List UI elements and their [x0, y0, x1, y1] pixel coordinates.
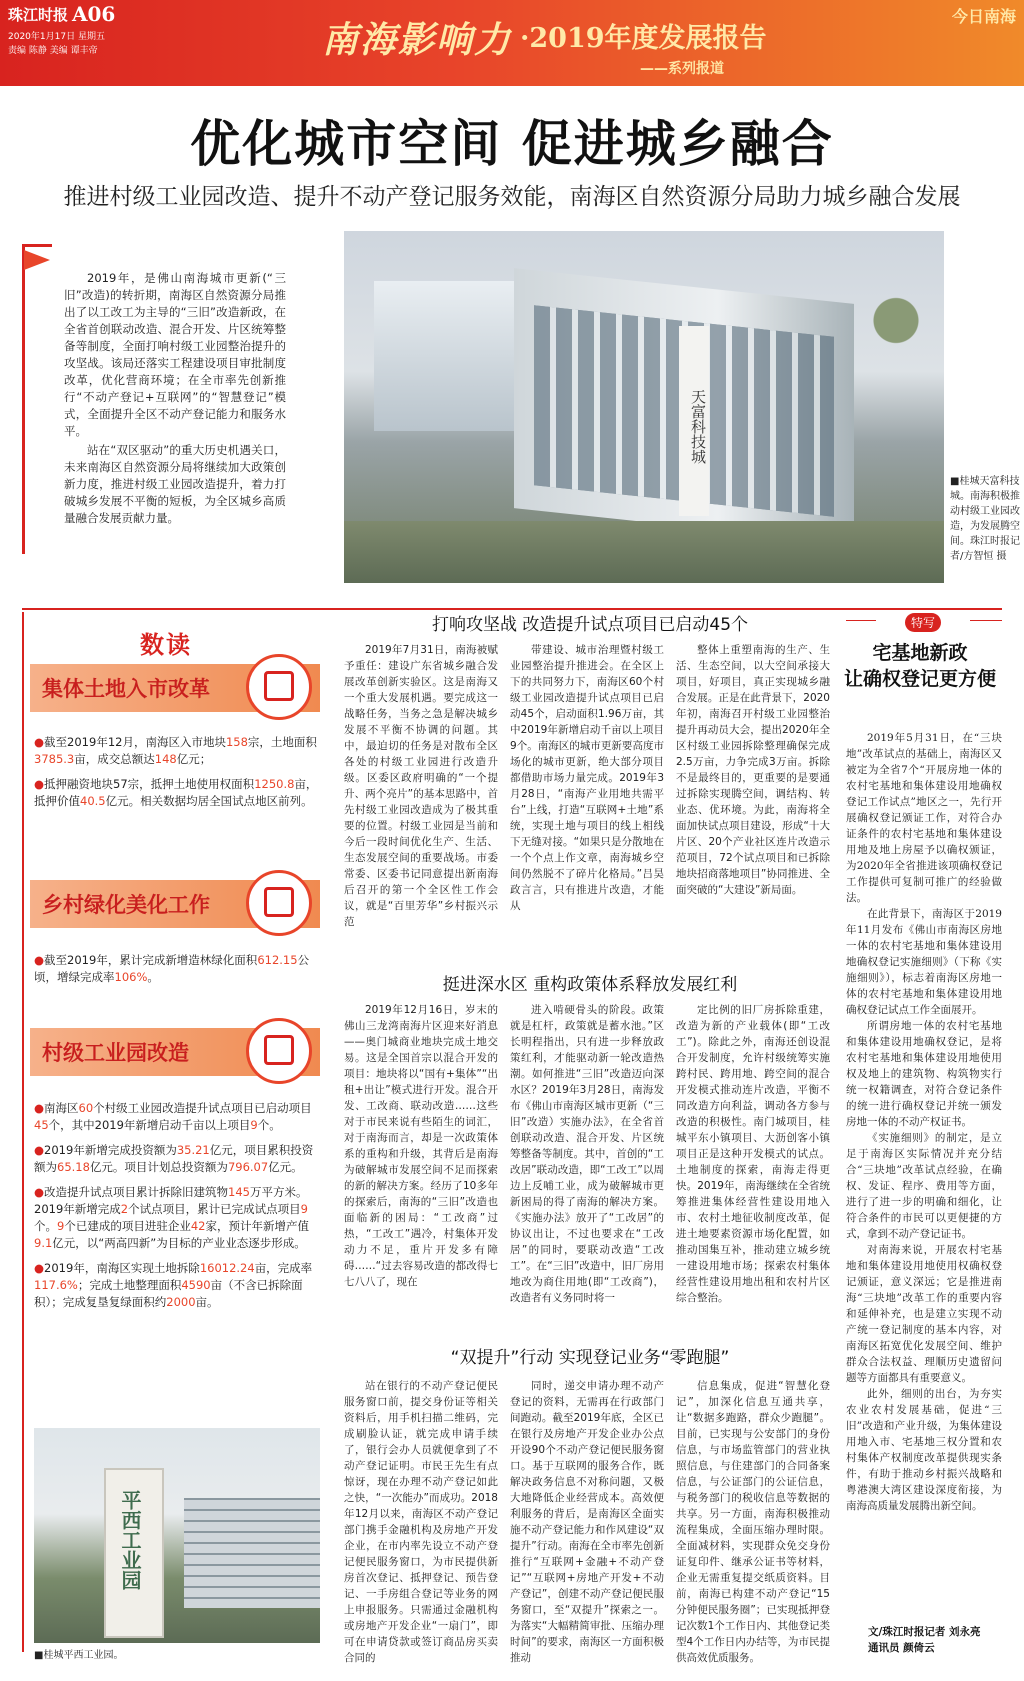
data-fact-text: 南海区 — [44, 1101, 79, 1115]
data-section-header — [30, 664, 320, 712]
data-fact-number: 35.21 — [176, 1143, 210, 1157]
feature-body: 2019年5月31日，在“三块地”改革试点的基础上，南海区又被定为全省7个“开展房地一体的农村宅基地和集体建设用地确权登记工作试点”地区之一，先行开展确权登记颁证工作，对符合办证条件的农村宅基地和集体建设用地及地上房屋予以确权颁证，为2020年全省推进该项确权登记工作提供可复制可推广的经验做法。 在此背景下，南海区于2019年11月发布《佛山市南海区房地一体的农村宅基地和集体建设用地确权登记实施细则》（下称《实施细则》），标志着南海区房地一体的农村宅基地和集体建设用地确权登记试点工作全面展开。 所谓房地一体的农村宅基地和集体建设用地确权登记，是将农村宅基地和集体建设用地使用权及地上的建筑物、构筑物实行统一权籍调查，对符合登记条件的统一进行确权登记并统一颁发房地一体的不动产权证书。 《实施细则》的制定，是立足于南海区实际情况并充分结合“三块地”改革试点经验，在确权、发证、程序、费用等方面，进行了进一步的明确和细化，让符合条件的市民可以更便捷的方式，拿到不动产登记证书。 对南海来说，开展农村宅基地和集体建设用地使用权确权登记颁证，意义深远；它是推进南海“三块地”改革工作的重要内容和延伸补充，也是建立实现不动产统一登记制度的基本内容，对南海区拓宽优化发展空间、维护群众合法权益、理顺历史遗留问题等方面都具有重要意义。 此外，细则的出台，为夯实农业农村发展基础，促进“三旧”改造和产业升级，为集体建设用地入市、宅基地三权分置和农村集体产权制度改革提供现实条件，有助于推动乡村振兴战略和粤港澳大湾区建设深度衔接，为南海高质量发展腾出新空间。 — [846, 732, 1002, 1512]
data-fact — [34, 1260, 320, 1311]
data-fact-number: 1250.8 — [254, 777, 295, 791]
data-section-title: 数读 — [140, 631, 192, 659]
data-fact-text: 亩，抵押价值 — [34, 777, 318, 808]
data-fact-number: 2000 — [166, 1295, 196, 1309]
headline: 优化城市空间 促进城乡融合 — [190, 115, 834, 173]
data-fact-number: 796.07 — [227, 1160, 269, 1174]
data-fact-number: 9 — [300, 1202, 308, 1216]
issue-date: 2020年1月17日 星期五 — [8, 32, 105, 42]
article-title: “双提升”行动 实现登记业务“零跑腿” — [450, 1348, 730, 1368]
byline-reporter: 文/珠江时报记者 刘永亮 — [868, 1626, 981, 1638]
subhead: 推进村级工业园改造、提升不动产登记服务效能，南海区自然资源分局助力城乡融合发展 — [63, 184, 961, 210]
feature-tag: 特写 — [905, 613, 941, 632]
article-column: 定比例的旧厂房拆除重建，改造为新的产业载体(即“工改工”)。除此之外，南海还创设混合开发制度，允许村级统筹实施跨村民、跨用地、跨空间的混合开发模式推动连片改造，平衡不同改造方向利益，调动各方参与改造的积极性。南门城项目，桂城平东小镇项目、大沥创客小镇项目正是这种开发模式的试点。土地制度的探索，南海走得更快。2019年，南海继续在全省统筹推进集体经营性建设用地入市、农村土地征收制度改革，促进土地要素资源市场化配置，如推动国集互补，推动建立城乡统一建设用地市场；探索农村集体经营性建设用地出租和农村片区综合整治。 — [676, 1004, 830, 1304]
article-column: 带建设、城市治理暨村级工业园整治提升推进会。在全区上下的共同努力下，南海区60个村级工业园改造提升试点项目已启动45个，启动面积1.96万亩，其中2019年新增启动千亩以上项目9个。南海区的城市更新要高度市场化的城市更新，绝大部分项目都借助市场力量完成。2019年3月28日，“南海产业用地共需平台”上线，打造“互联网+土地”系统，实现土地与项目的线上相线下无缝对接。“如果只是分散地在一个个点上作文章，南海城乡空间仍然脱不了碎片化格局。”吕昊政言言，只有推进片改造，才能从 — [510, 644, 664, 912]
photo-caption: ■桂城平西工业园。 — [34, 1650, 124, 1661]
data-fact-text: 亩（不含已拆除面积）；完成复垦复绿面积约 — [34, 1278, 303, 1309]
data-facts-list — [34, 1100, 320, 1319]
feature-title: 宅基地新政 让确权登记更方便 — [843, 642, 996, 690]
data-fact-number: 4590 — [181, 1278, 211, 1292]
data-section-header — [30, 880, 320, 928]
data-fact-number: 148 — [154, 752, 177, 766]
data-fact-text: 亿元。项目计划总投资额为 — [89, 1160, 228, 1174]
data-fact — [34, 1142, 320, 1176]
bullet-icon: ● — [34, 1101, 45, 1115]
document-pen-icon — [246, 654, 312, 720]
data-fact-text: 截至2019年，累计完成新增造林绿化面积 — [44, 953, 258, 967]
data-fact-text: 亩，成交总额达 — [74, 752, 155, 766]
paper-name: 珠江时报 — [8, 6, 69, 24]
photo-pingxi-industrial-park — [34, 1428, 320, 1643]
byline — [868, 1624, 1008, 1656]
data-fact-text: 改造提升试点项目累计拆除旧建筑物 — [44, 1185, 229, 1199]
article-column: 2019年12月16日，岁末的佛山三龙湾南海片区迎来好消息——奥门城商业地块完成土地交易。这是全国首宗以混合开发的项目：地块将以“国有+集体”“出租+出让”模式进行开发。混合开发、工改商、联动改造……这些对于市民来说有些陌生的词汇，对于南海而言，却是一次政策体系的重构和升级，其背后是南海为破解城市发展空间不足而探索的新的解决方案。经历了10多年的探索后，南海的“三旧”改造也面临新的困局：“工改商”过热，“工改工”遇冷，村集体开发动力不足，重片开发多有障碍……“过去容易改造的都改得七七八八了，现在 — [344, 1004, 498, 1288]
data-fact-number: 45 — [34, 1118, 49, 1132]
data-section-header-label: 村级工业园改造 — [42, 1041, 189, 1065]
bullet-icon: ● — [34, 777, 45, 791]
data-fact-text: 公顷，增绿完成率 — [34, 953, 310, 984]
data-fact-text: 2019年新增完成投资额为 — [44, 1143, 177, 1157]
data-fact-number: 106% — [114, 970, 148, 984]
data-fact — [34, 1184, 320, 1252]
data-fact-number: 60 — [78, 1101, 94, 1115]
data-fact-number: 612.15 — [257, 953, 298, 967]
byline-correspondent: 通讯员 颜倚云 — [868, 1642, 935, 1654]
masthead-banner — [0, 0, 1024, 86]
page-number: A06 — [72, 2, 116, 26]
bullet-icon: ● — [34, 953, 45, 967]
data-fact-text: 截至2019年12月，南海区入市地块 — [44, 735, 226, 749]
bullet-icon: ● — [34, 1185, 45, 1199]
building-sign: 天富科技城 — [679, 326, 709, 516]
data-fact-number: 2 — [120, 1202, 129, 1216]
data-fact-number: 40.5 — [80, 794, 106, 808]
data-section-header-label: 乡村绿化美化工作 — [42, 893, 210, 917]
bullet-icon: ● — [34, 1143, 45, 1157]
data-fact-text: 万平方米。2019年新增完成 — [34, 1185, 308, 1216]
data-fact-text: 个试点项目，累计已完成试点项目 — [128, 1202, 301, 1216]
data-facts-list — [34, 952, 320, 994]
bullet-icon: ● — [34, 1261, 45, 1275]
data-fact-text: 。 — [147, 970, 159, 984]
bullet-icon: ● — [34, 735, 45, 749]
data-fact-number: 158 — [225, 735, 248, 749]
data-fact-text: 抵押融资地块57宗，抵押土地使用权面积 — [44, 777, 255, 791]
lead-paragraph: 站在“双区驱动”的重大历史机遇关口，未来南海区自然资源分局将继续加大政策创新力度，推进村级工业园改造提升，着力打破城乡发展不平衡的短板，为全区城乡高质量融合发展贡献力量。 — [64, 443, 286, 525]
data-fact-text: 家，预计年新增产值 — [205, 1219, 309, 1233]
data-section-header — [30, 1028, 320, 1076]
data-fact-text: ；完成土地整理面积 — [77, 1278, 182, 1292]
data-fact — [34, 734, 320, 768]
lead-paragraph: 2019年，是佛山南海城市更新(“三旧”改造)的转折期，南海区自然资源分局推出了以工改工为主导的“三旧”改造新政，在全省首创联动改造、混合开发、片区统筹整备等制度，全面打响村级工业园整治提升的攻坚战。该局还落实工程建设项目审批制度改革，优化营商环境；在全市率先创新推行“不动产登记+互联网”的“智慧登记”模式，全面提升全区不动产登记能力和服务水平。 — [64, 271, 286, 438]
data-facts-list — [34, 734, 320, 818]
data-section-header-label: 集体土地入市改革 — [42, 677, 210, 701]
photo-tianfu-tech-city — [344, 231, 944, 583]
column-title: 南海影响力 — [322, 19, 513, 61]
data-fact-text: 2019年，南海区实现土地拆除 — [44, 1261, 200, 1275]
data-fact-text: 亩，完成率 — [254, 1261, 313, 1275]
article-column: 信息集成，促进“智慧化登记”，加深化信息互通共享，让“数据多跑路，群众少跑腿”。目前，已实现与公安部门的身份信息，与市场监管部门的营业执照信息，与住建部门的合同备案信息，与公证部门的公证信息，与税务部门的税收信息等数据的共享。另一方面，南海积极推动流程集成，全面压缩办理时限。全面减材料，实现群众免交身份证复印件、继承公证书等材料，企业无需重复提交纸质资料。目前，南海已构建不动产登记“15分钟便民服务圈”；已实现抵押登记次数1个工作日内、其他登记类型4个工作日内办结等，为市民提供高效优质服务。 — [676, 1380, 830, 1664]
article-column: 整体上重塑南海的生产、生活、生态空间，以大空间承接大项目，好项目，真正实现城乡融合发展。正是在此背景下，2020年初，南海召开村级工业园整治提升再动员大会，提出2020年全区村级工业园拆除整理确保完成2.5万亩，力争完成3万亩。拆除不是最终目的，更重要的是要通过拆除实现腾空间，调结构、转业态、优环境。为此，南海将全面加快试点项目建设，形成“十大片区、20个产业社区连片改造示范项目，72个试点项目和已拆除地块招商落地项目”协同推进、全面突破的“大建设”新局面。 — [676, 644, 830, 896]
data-fact-number: 65.18 — [57, 1160, 90, 1174]
data-fact — [34, 952, 320, 986]
data-fact-text: 亿元，以“两高四新”为目标的产业业态逐步形成。 — [52, 1236, 306, 1250]
data-fact-text: 亿元。相关数据均居全国试点地区前列。 — [105, 794, 313, 808]
lead-paragraphs — [64, 270, 286, 529]
photo-caption: ■桂城天富科技城。南海积极推动村级工业园改造，为发展腾空间。珠江时报记者/方智恒 摄 — [950, 476, 1020, 562]
data-fact-text: 亩。 — [195, 1295, 219, 1309]
data-fact-text: 个。 — [257, 1118, 281, 1132]
data-fact — [34, 776, 320, 810]
data-fact-number: 3785.3 — [34, 752, 75, 766]
data-fact-text: 亿元。 — [268, 1160, 303, 1174]
section-label: 今日南海 — [951, 7, 1016, 26]
data-fact-text: 个村级工业园改造提升试点项目已启动项目 — [93, 1101, 312, 1115]
data-fact — [34, 1100, 320, 1134]
left-border-decoration — [22, 612, 24, 1652]
data-fact-number: 117.6% — [34, 1278, 78, 1292]
data-fact-number: 42 — [190, 1219, 206, 1233]
issue-editors: 责编 陈静 美编 谭丰帝 — [8, 46, 98, 56]
data-fact-text: 个，其中2019年新增启动千亩以上项目 — [48, 1118, 251, 1132]
data-fact-text: 宗，土地面积 — [247, 735, 317, 749]
report-title: ·2019年度发展报告 — [520, 23, 767, 54]
article-column: 进入啃硬骨头的阶段。政策就是杠杆，政策就是蓄水池。”区长明程指出，只有进一步释放政策红利，才能驱动新一轮改造热潮。如何推进“三旧”改造迈向深水区？2019年3月28日，南海发布《佛山市南海区城市更新（“三旧”改造）实施办法》，在全省首创联动改造、混合开发、片区统筹整备等制度。其中，首创的“工改居”联动改造，即“工改工”以周边上反哺工业，成为破解城市更新困局的得了南海的解决方案。《实施办法》放开了“工改居”的协议出让，不过也要求在“工改居”的同时，要联动改造“工改工”。在“三旧”改造中，旧厂房用地改为商住用地(即“工改商”)，改造者有义务同时将一 — [510, 1004, 664, 1304]
article-title: 打响攻坚战 改造提升试点项目已启动45个 — [431, 615, 749, 635]
data-fact-number: 9.1 — [34, 1236, 53, 1250]
article-column: 站在银行的不动产登记便民服务窗口前，提交身份证等相关资料后，用手机扫描二维码，完成刷脸认证，就完成申请手续了，银行会办人员就便拿到了不动产登记证明。市民王先生有点惊讶，现在办理不动产登记如此之快，“一次能办”而成功。2018年12月以来，南海区不动产登记部门携手金融机构及房地产开发企业，在市内率先设立不动产登记便民服务窗口，为市民提供新房首次登记、抵押登记、预告登记、一手房组合登记等业务的网上申报服务。只需通过金融机构或房地产开发企业“一扇门”，即可在申请贷款或签订商品房买卖合同的 — [344, 1380, 498, 1664]
data-fact-text: 亿元，项目累积投资额为 — [34, 1143, 314, 1174]
article-title: 挺进深水区 重构政策体系释放发展红利 — [442, 975, 738, 995]
data-fact-text: 个已建成的项目进驻企业 — [64, 1219, 191, 1233]
article-column: 2019年7月31日，南海被赋予重任：建设广东省城乡融合发展改革创新实验区。这是南海又一个重大发展机遇。要完成这一战略任务，当务之急是解决城乡发展不平衡不协调的问题。其中，最迫切的任务是对散布全区各处的村级工业园进行改造升级。区委区政府明确的“一个提升、两个亮片”的基本思路中，首先村级工业园改造成为了极其重要的位置。村级工业园是当前和今后一段时间优化生产、生活、生态发展空间的重要战场。市委常委、区委书记同意提出新南海后召开的第一个全区性工作会议，就是“百里芳华”乡村振兴示范 — [344, 644, 498, 928]
briefcase-icon — [246, 1018, 312, 1084]
lead-corner-decoration — [22, 244, 52, 554]
arrow-icon — [24, 250, 50, 270]
article-column: 同时，递交申请办理不动产登记的资料，无需再在行政部门间跑动。截至2019年底，全区已在银行及房地产开发企业办公点开设90个不动产登记便民服务窗口。基于互联网的服务合作，既解决政务信息不对称问题，又极大地降低企业经营成本。高效便利服务的背后，是南海区全面实施不动产登记能力和作风建设“双提升”行动。南海在全市率先创新推行“互联网+金融+不动产登记”“互联网+房地产开发+不动产登记”，创建不动产登记便民服务窗口，至“双提升”探索之一。为落实“大幅精简审批、压缩办理时间”的要求，南海区一方面积极推动 — [510, 1380, 664, 1664]
village-house-icon — [246, 870, 312, 936]
data-fact-text: 个。 — [34, 1219, 57, 1233]
data-fact-text: 亿元； — [176, 752, 212, 766]
data-fact-number: 9 — [250, 1118, 258, 1132]
series-label: ——系列报道 — [640, 61, 724, 77]
data-fact-number: 16012.24 — [199, 1261, 255, 1275]
feature-tag-wrap — [876, 612, 970, 632]
issue-meta — [8, 30, 118, 58]
park-sign: 平西工业园 — [118, 1490, 142, 1590]
data-fact-number: 145 — [228, 1185, 250, 1199]
data-fact-number: 9 — [57, 1219, 65, 1233]
